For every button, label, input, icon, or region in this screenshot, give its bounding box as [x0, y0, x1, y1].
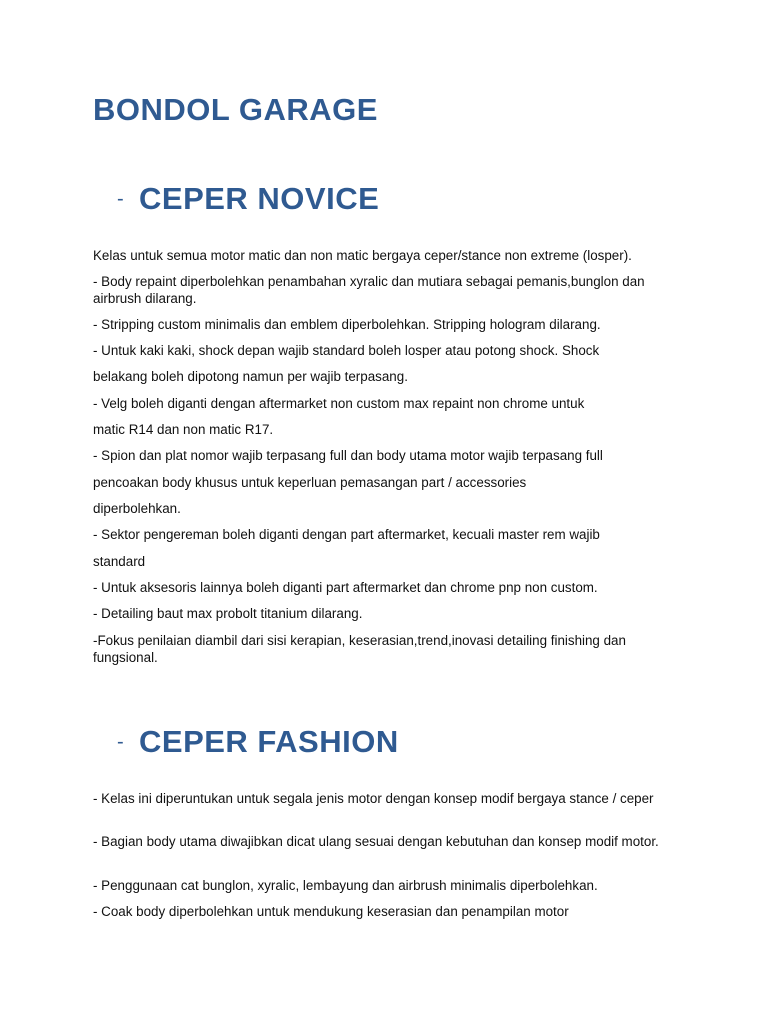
paragraph: belakang boleh dipotong namun per wajib terpasang. [93, 369, 408, 384]
paragraph: - Sektor pengereman boleh diganti dengan part aftermarket, kecuali master rem wajib [93, 527, 600, 542]
paragraph: - Detailing baut max probolt titanium dilarang. [93, 606, 363, 621]
paragraph: standard [93, 554, 146, 569]
paragraph: matic R14 dan non matic R17. [93, 422, 274, 437]
paragraph: - Penggunaan cat bunglon, xyralic, lembayung dan airbrush minimalis diperbolehkan. [93, 878, 598, 893]
paragraph: - Spion dan plat nomor wajib terpasang full dan body utama motor wajib terpasang full [93, 448, 603, 463]
paragraph: - Coak body diperbolehkan untuk mendukung keserasian dan penampilan motor [93, 904, 569, 919]
section-heading-ceper-fashion [117, 724, 399, 760]
paragraph: Kelas untuk semua motor matic dan non matic bergaya ceper/stance non extreme (losper). [93, 248, 632, 263]
heading-text: CEPER NOVICE [139, 181, 380, 216]
paragraph: - Kelas ini diperuntukan untuk segala jenis motor dengan konsep modif bergaya stance / ceper [93, 791, 654, 806]
paragraph: - Bagian body utama diwajibkan dicat ulang sesuai dengan kebutuhan dan konsep modif motor. [93, 834, 659, 849]
heading-dash: - [117, 188, 124, 210]
paragraph: pencoakan body khusus untuk keperluan pemasangan part / accessories [93, 475, 527, 490]
paragraph: - Untuk kaki kaki, shock depan wajib standard boleh losper atau potong shock. Shock [93, 343, 600, 358]
paragraph: - Velg boleh diganti dengan aftermarket non custom max repaint non chrome untuk [93, 396, 585, 411]
paragraph: - Untuk aksesoris lainnya boleh diganti part aftermarket dan chrome pnp non custom. [93, 580, 598, 595]
heading-dash: - [117, 731, 124, 753]
paragraph: diperbolehkan. [93, 501, 181, 516]
section-heading-ceper-novice [117, 181, 379, 217]
document-title: BONDOL GARAGE [93, 92, 378, 127]
heading-text: CEPER FASHION [139, 724, 399, 759]
paragraph: - Stripping custom minimalis dan emblem diperbolehkan. Stripping hologram dilarang. [93, 317, 601, 332]
paragraph: -Fokus penilaian diambil dari sisi kerapian, keserasian,trend,inovasi detailing finishing dan fungsional. [93, 633, 626, 665]
paragraph: - Body repaint diperbolehkan penambahan xyralic dan mutiara sebagai pemanis,bunglon dan airbrush dilarang. [93, 274, 645, 306]
